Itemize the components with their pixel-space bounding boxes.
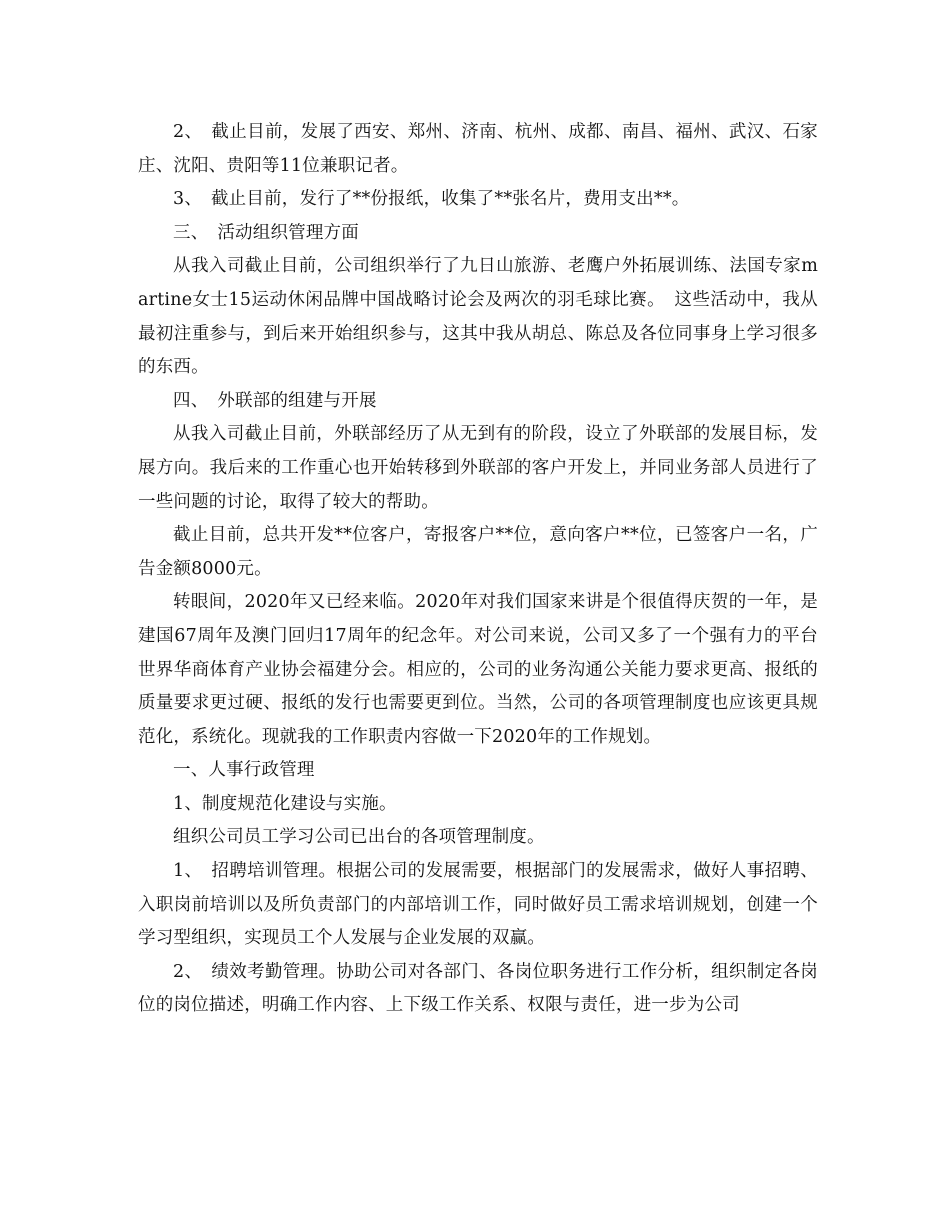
section-heading-external-dept: 四、 外联部的组建与开展 [173,390,377,411]
paragraph-reporters: 2、 截止目前，发展了西安、郑州、济南、杭州、成都、南昌、福州、武汉、石家庄、沈阳、贵阳等11位兼职记者。 [138,122,818,176]
paragraph-distribution: 3、 截止目前，发行了**份报纸，收集了**张名片，费用支出**。 [173,189,690,210]
paragraph-clients: 截止目前，总共开发**位客户，寄报客户**位，意向客户**位，已签客户一名，广告金额8000元。 [138,525,818,579]
section-heading-activities: 三、 活动组织管理方面 [173,222,359,243]
paragraph-external-dept: 从我入司截止目前，外联部经历了从无到有的阶段，设立了外联部的发展目标，发展方向。我后来的工作重心也开始转移到外联部的客户开发上，并同业务部人员进行了一些问题的讨论，取得了较大的帮助。 [138,424,818,512]
paragraph-recruitment: 1、 招聘培训管理。根据公司的发展需要，根据部门的发展需求，做好人事招聘、入职岗前培训以及所负责部门的内部培训工作，同时做好员工需求培训规划，创建一个学习型组织，实现员工个人发展与企业发展的双赢。 [138,861,818,949]
document-body [138,116,818,1023]
paragraph-system-study: 组织公司员工学习公司已出台的各项管理制度。 [173,827,545,848]
section-heading-hr-admin: 一、人事行政管理 [173,760,315,781]
paragraph-performance: 2、 绩效考勤管理。协助公司对各部门、各岗位职务进行工作分析，组织制定各岗位的岗位描述，明确工作内容、上下级工作关系、权限与责任，进一步为公司 [138,961,818,1016]
paragraph-system-building: 1、制度规范化建设与实施。 [173,793,397,814]
paragraph-new-year: 转眼间，2020年又已经来临。2020年对我们国家来讲是个很值得庆贺的一年，是建国67周年及澳门回归17周年的纪念年。对公司来说，公司又多了一个强有力的平台世界华商体育产业协会福建分会。相应的，公司的业务沟通公关能力要求更高、报纸的质量要求更过硬、报纸的发行也需要更到位。当然，公司的各项管理制度也应该更具规范化，系统化。现就我的工作职责内容做一下2020年的工作规划。 [138,592,818,747]
paragraph-activities: 从我入司截止目前，公司组织举行了九日山旅游、老鹰户外拓展训练、法国专家martine女士15运动休闲品牌中国战略讨论会及两次的羽毛球比赛。 这些活动中，我从最初注重参与，到后来开始组织参与，这其中我从胡总、陈总及各位同事身上学习很多的东西。 [138,256,818,378]
